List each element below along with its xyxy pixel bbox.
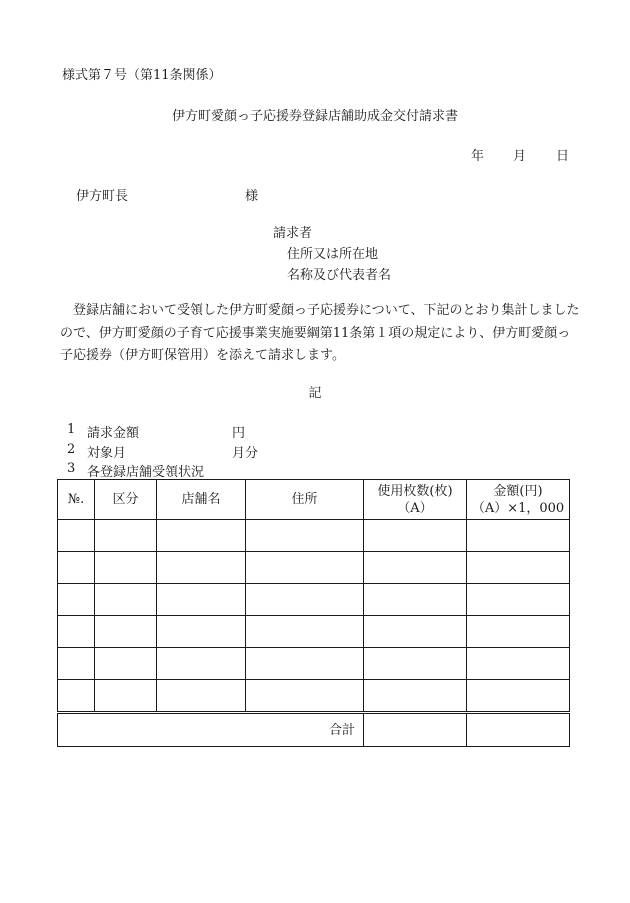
requester-address-label: 住所又は所在地 (287, 247, 379, 262)
document-title: 伊方町愛顔っ子応援券登録店舗助成金交付請求書 (171, 109, 458, 124)
cell (467, 616, 570, 648)
header-category: 区分 (95, 480, 157, 520)
cell (95, 552, 157, 584)
cell (95, 648, 157, 680)
date-day-label: 日 (556, 149, 570, 164)
item-label: 各登録店舗受領状況 (87, 465, 205, 480)
request-body-sentence: 登録店舗において受領した伊方町愛顔っ子応援券について、下記のとおり集計しましたので、伊方町愛顔の子育て応援事業実施要綱第11条第１項の規定により、伊方町愛顔っ子応援券（伊方町保管用）を添えて請求します。 (60, 303, 580, 363)
request-body-text (60, 300, 580, 368)
cell (157, 552, 246, 584)
cell (58, 616, 95, 648)
cell (157, 680, 246, 713)
table-header-row (58, 480, 570, 520)
header-address: 住所 (246, 480, 364, 520)
header-tickets-used (364, 480, 467, 520)
cell (58, 584, 95, 616)
item-label: 対象月 (87, 446, 127, 461)
cell (467, 552, 570, 584)
total-amount-cell (467, 713, 570, 747)
date-month-label: 月 (513, 149, 527, 164)
cell (246, 680, 364, 713)
header-no: №. (58, 480, 95, 520)
date-year-label: 年 (471, 149, 485, 164)
cell (364, 584, 467, 616)
item-label: 請求金額 (87, 426, 140, 441)
cell (95, 616, 157, 648)
cell (246, 648, 364, 680)
cell (246, 616, 364, 648)
item-number: 2 (67, 442, 76, 457)
cell (58, 552, 95, 584)
cell (364, 648, 467, 680)
table-row (58, 616, 570, 648)
requester-name-label: 名称及び代表者名 (287, 268, 392, 283)
honorific: 様 (245, 189, 259, 204)
table-row (58, 584, 570, 616)
header-amount-line2: （A）×1，000 (471, 500, 565, 516)
total-tickets-cell (364, 713, 467, 747)
item-suffix: 月分 (232, 446, 259, 461)
header-amount-line1: 金額(円) (493, 483, 543, 499)
requester-label: 請求者 (273, 226, 313, 241)
total-label: 合計 (58, 713, 364, 747)
cell (364, 552, 467, 584)
total-row (58, 713, 570, 747)
cell (364, 616, 467, 648)
cell (95, 680, 157, 713)
header-tickets-used-line2: （A） (397, 500, 433, 516)
cell (467, 584, 570, 616)
item-suffix: 円 (232, 426, 246, 441)
cell (246, 584, 364, 616)
cell (364, 520, 467, 552)
cell (246, 520, 364, 552)
addressee: 伊方町長 (76, 189, 129, 204)
cell (467, 680, 570, 713)
table-row (58, 520, 570, 552)
cell (467, 648, 570, 680)
cell (157, 584, 246, 616)
header-amount (467, 480, 570, 520)
cell (467, 520, 570, 552)
form-number: 様式第７号（第11条関係） (62, 68, 222, 83)
header-store-name: 店舗名 (157, 480, 246, 520)
cell (157, 648, 246, 680)
cell (157, 520, 246, 552)
cell (95, 584, 157, 616)
cell (364, 680, 467, 713)
cell (58, 520, 95, 552)
header-tickets-used-line1: 使用枚数(枚) (377, 483, 453, 499)
store-receipt-table (57, 479, 570, 747)
cell (58, 680, 95, 713)
table-row (58, 552, 570, 584)
cell (157, 616, 246, 648)
item-number: 1 (67, 422, 76, 437)
ki-heading: 記 (308, 386, 322, 401)
cell (58, 648, 95, 680)
table-row (58, 680, 570, 713)
item-number: 3 (67, 461, 76, 476)
cell (246, 552, 364, 584)
cell (95, 520, 157, 552)
table-row (58, 648, 570, 680)
